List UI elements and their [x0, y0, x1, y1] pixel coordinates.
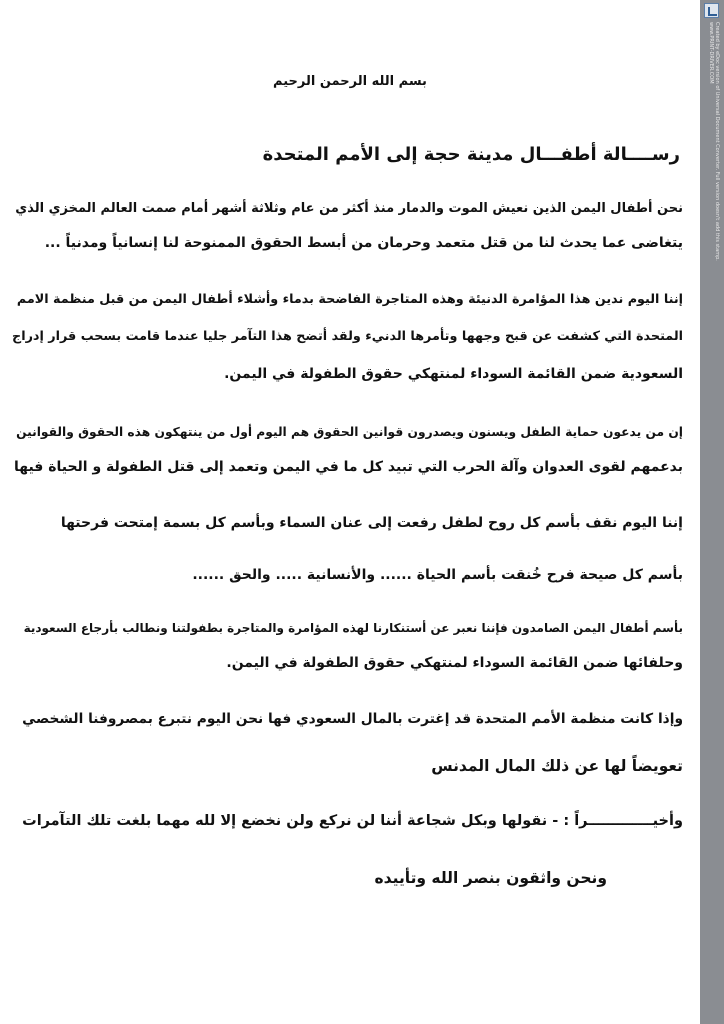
paragraph-line: وأخيـــــــــــــراً : - نقولها وبكل شجاعة أننا لن نركع ولن نخضع إلا لله مهما بلغت تلك التآمرات [22, 813, 683, 829]
basmala: بسم الله الرحمن الرحيم [273, 74, 427, 89]
paragraph-line: نحن أطفال اليمن الذين نعيش الموت والدمار منذ أكثر من عام وثلاثة أشهر أمام صمت العالم المخزي الذي [15, 201, 683, 216]
paragraph-line: إننا اليوم نقف بأسم كل روح لطفل رفعت إلى عنان السماء وبأسم كل بسمة إمتحت فرحتها [60, 515, 683, 531]
closing-line: ونحن واثقون بنصر الله وتأييده [374, 869, 607, 887]
watermark-line: Created by eDoc version of Universal Document Converter. Full version doesn't add this stamp. [714, 22, 720, 261]
paragraph-line: بدعمهم لقوى العدوان وآلة الحرب التي تبيد كل ما في اليمن وتعمد إلى قتل الطفولة و الحياة فيها [13, 459, 683, 475]
paragraph-line: وإذا كانت منظمة الأمم المتحدة قد إغترت بالمال السعودي فها نحن اليوم نتبرع بمصروفنا الشخصي [22, 711, 683, 727]
paragraph-line: وحلفائها ضمن القائمة السوداء لمنتهكي حقوق الطفولة في اليمن. [226, 655, 683, 671]
watermark-text [704, 22, 720, 261]
converter-watermark-strip [700, 0, 724, 1024]
converter-logo-icon [704, 3, 719, 18]
paragraph-line: بأسم أطفال اليمن الصامدون فإننا نعبر عن أستنكارنا لهذه المؤامرة والمتاجرة بطفولتنا ونطالب بأرجاع السعودية [23, 621, 683, 635]
paragraph-line: المتحدة التي كشفت عن قبح وجهها وتأمرها الدنيء ولقد أتضح هذا التآمر جليا عندما قامت بسحب قرار إدراج [12, 329, 683, 344]
paragraph-line: السعودية ضمن القائمة السوداء لمنتهكي حقوق الطفولة في اليمن. [224, 366, 683, 382]
paragraph-line: إننا اليوم ندين هذا المؤامرة الدنيئة وهذه المتاجرة الفاضحة بدماء وأشلاء أطفال اليمن من قبل منظمة الامم [16, 292, 683, 307]
document-title: رســــالة أطفـــال مدينة حجة إلى الأمم المتحدة [262, 144, 680, 165]
paragraph-line: تعويضاً لها عن ذلك المال المدنس [431, 757, 683, 775]
paragraph-line: إن من يدعون حماية الطفل ويسنون ويصدرون قوانين الحقوق هم اليوم أول من ينتهكون هذه الحقوق والقوانين [16, 425, 683, 439]
watermark-line: www.PRINT-DRIVER.COM [708, 22, 714, 84]
paragraph-line: بأسم كل صيحة فرح خُنقت بأسم الحياة ...... والأنسانية ..... والحق ...... [192, 567, 683, 583]
paragraph-line: يتغاضى عما يحدث لنا من قتل متعمد وحرمان من أبسط الحقوق الممنوحة لنا إنسانياً ومدنياً ... [44, 235, 683, 251]
